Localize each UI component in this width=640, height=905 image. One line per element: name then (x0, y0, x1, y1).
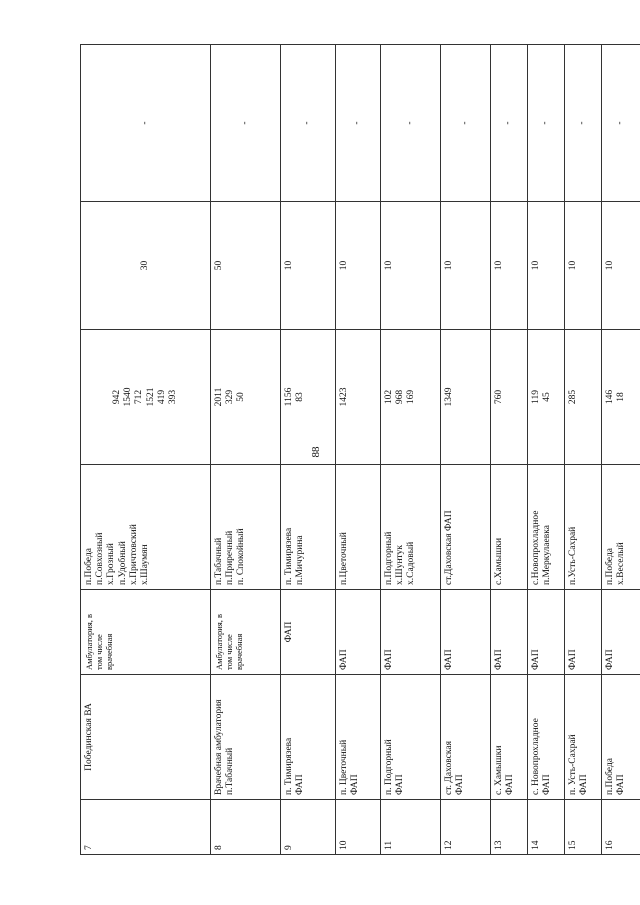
population: 285 (565, 330, 602, 465)
settlements: п.Победа п.Совхозный х.Грозный п.Удобный х.Причтовский х.Шаумян (81, 465, 211, 590)
facility-name: ст. Даховская ФАП (441, 675, 491, 800)
other-value: - (491, 45, 528, 202)
capacity: 30 (81, 202, 211, 330)
facility-type: ФАП (491, 590, 528, 675)
facility-type: ФАП (528, 590, 565, 675)
capacity: 10 (381, 202, 441, 330)
facility-type: Амбулатория, в том числе врачебная (81, 590, 211, 675)
facility-type: ФАП (441, 590, 491, 675)
population: 760 (491, 330, 528, 465)
other-value: - (441, 45, 491, 202)
capacity: 10 (336, 202, 381, 330)
facility-name: п. Подгорный ФАП (381, 675, 441, 800)
table-row (381, 45, 441, 855)
other-value: - (528, 45, 565, 202)
table-row (528, 45, 565, 855)
facility-name: п. Цветочный ФАП (336, 675, 381, 800)
facility-name: с. Хамышки ФАП (491, 675, 528, 800)
facility-name: п. Тимирязева ФАП (281, 675, 336, 800)
other-value: - (81, 45, 211, 202)
settlements: п.Цветочный (336, 465, 381, 590)
table-row (211, 45, 281, 855)
table-row (565, 45, 602, 855)
capacity: 10 (281, 202, 336, 330)
capacity: 10 (441, 202, 491, 330)
table-row (81, 45, 211, 855)
population: 1156 83 (281, 330, 336, 465)
facility-type: ФАП (281, 590, 336, 675)
other-value: - (565, 45, 602, 202)
row-number: 13 (491, 800, 528, 855)
settlements: п.Усть-Сахрай (565, 465, 602, 590)
row-number: 7 (81, 800, 211, 855)
facility-name: Врачебная амбулатория п.Табачный (211, 675, 281, 800)
settlements: п.Табачный п.Приречный п. Спокойный (211, 465, 281, 590)
other-value: - (211, 45, 281, 202)
other-value: - (381, 45, 441, 202)
row-number: 11 (381, 800, 441, 855)
facility-name: п.Победа ФАП (602, 675, 640, 800)
capacity: 10 (565, 202, 602, 330)
settlements: с.Новопрохладное п.Меркулаевка (528, 465, 565, 590)
other-value: - (602, 45, 640, 202)
table-container (80, 45, 640, 855)
capacity: 50 (211, 202, 281, 330)
row-number: 8 (211, 800, 281, 855)
facility-name: Побединская ВА (81, 675, 211, 800)
settlements: ст.Даховская ФАП (441, 465, 491, 590)
row-number: 9 (281, 800, 336, 855)
facility-name: п. Усть-Сахрай ФАП (565, 675, 602, 800)
settlements: п.Подгорный х.Шунтук х.Садовый (381, 465, 441, 590)
row-number: 14 (528, 800, 565, 855)
row-number: 15 (565, 800, 602, 855)
population: 102 968 169 (381, 330, 441, 465)
row-number: 10 (336, 800, 381, 855)
population: 119 45 (528, 330, 565, 465)
population: 1423 (336, 330, 381, 465)
facilities-table (80, 44, 640, 855)
facility-type: ФАП (602, 590, 640, 675)
population: 2011 329 50 (211, 330, 281, 465)
page-number: 88 (310, 446, 322, 458)
table-row (602, 45, 640, 855)
settlements: п. Тимирязева п.Мичурина (281, 465, 336, 590)
settlements: п.Победа х.Веселый (602, 465, 640, 590)
table-row (336, 45, 381, 855)
facility-type: ФАП (565, 590, 602, 675)
capacity: 10 (528, 202, 565, 330)
table-row (441, 45, 491, 855)
capacity: 10 (491, 202, 528, 330)
row-number: 12 (441, 800, 491, 855)
facility-type: ФАП (336, 590, 381, 675)
table-row (281, 45, 336, 855)
table-row (491, 45, 528, 855)
facility-type: ФАП (381, 590, 441, 675)
facility-type: Амбулатория, в том числе врачебная (211, 590, 281, 675)
population: 1349 (441, 330, 491, 465)
population: 146 18 (602, 330, 640, 465)
population: 942 1540 712 1521 419 393 (81, 330, 211, 465)
other-value: - (281, 45, 336, 202)
capacity: 10 (602, 202, 640, 330)
settlements: с.Хамышки (491, 465, 528, 590)
facility-name: с. Новопрохладное ФАП (528, 675, 565, 800)
other-value: - (336, 45, 381, 202)
row-number: 16 (602, 800, 640, 855)
